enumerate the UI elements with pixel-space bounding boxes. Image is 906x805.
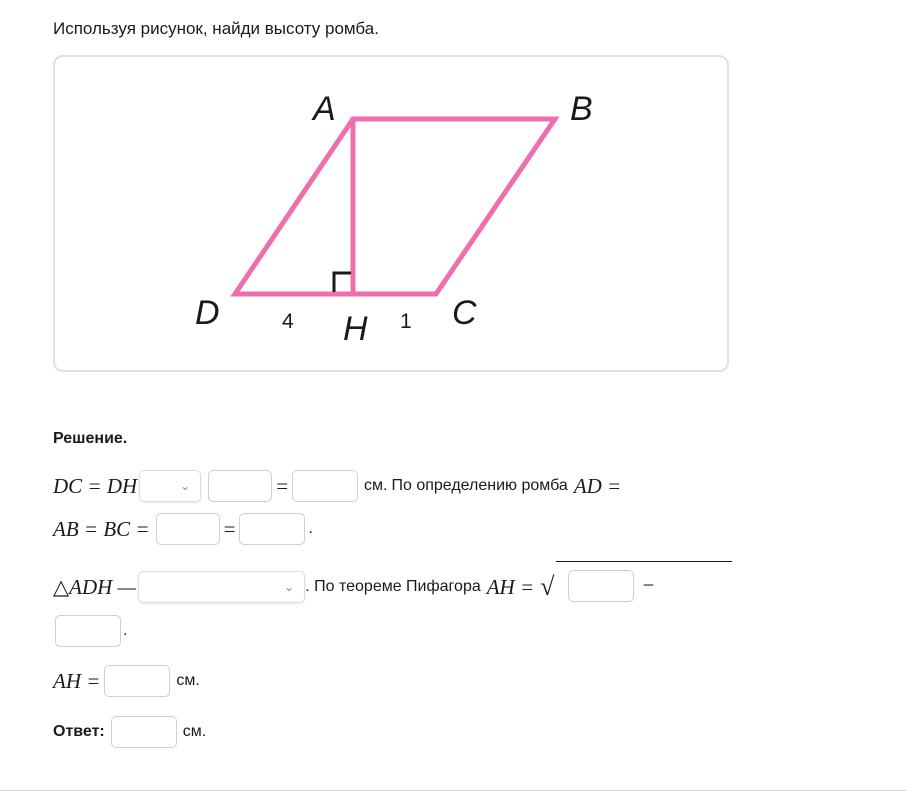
ad-eq: AD = <box>573 473 622 498</box>
dc-value-input[interactable] <box>292 470 358 502</box>
ah-result-eq: AH = <box>53 668 101 693</box>
period: . <box>308 520 313 537</box>
chevron-down-icon: ⌄ <box>180 479 191 493</box>
rhombus-shape <box>235 119 555 294</box>
unit-cm: см. <box>364 477 388 494</box>
task-prompt: Используя рисунок, найди высоту ромба. <box>53 19 379 38</box>
answer-label: Ответ: <box>53 723 105 740</box>
dc-eq-dh: DC = DH <box>53 473 138 498</box>
vertex-label-a: A <box>313 90 336 128</box>
triangle-adh: △ADH — <box>53 574 137 599</box>
right-angle-mark <box>334 273 351 292</box>
triangle-type-select[interactable] <box>138 571 305 603</box>
equals-sign: = <box>223 516 236 541</box>
ah-eq: AH = <box>486 574 535 599</box>
sqrt-sign: √ <box>540 572 555 601</box>
solution-line-5 <box>53 665 200 697</box>
radicand-first-input[interactable] <box>568 570 634 602</box>
vertex-label-d: D <box>195 294 220 332</box>
sqrt-radicand <box>556 561 732 602</box>
dc-term-input[interactable] <box>208 470 272 502</box>
side-value-input[interactable] <box>239 513 305 545</box>
solution-heading: Решение. <box>53 430 128 447</box>
vertex-label-h: H <box>343 310 368 348</box>
ah-value-input[interactable] <box>104 665 170 697</box>
pythagoras-text: . По теореме Пифагора <box>305 578 481 595</box>
rhombus-definition-text: По определению ромба <box>391 477 568 494</box>
segment-hc-length: 1 <box>400 310 412 333</box>
operator-select[interactable] <box>139 470 201 502</box>
solution-line-3 <box>53 571 732 603</box>
unit-cm: см. <box>182 723 207 740</box>
rhombus-drawing <box>55 57 731 374</box>
vertex-label-c: C <box>452 294 477 332</box>
chevron-down-icon: ⌄ <box>284 580 295 594</box>
equals-sign: = <box>276 473 289 498</box>
vertex-label-b: B <box>570 90 593 128</box>
minus-sign: − <box>642 573 655 597</box>
side-expression-input[interactable] <box>156 513 220 545</box>
answer-line <box>53 716 206 748</box>
period: . <box>123 622 128 639</box>
ab-eq-bc: AB = BC = <box>53 516 150 541</box>
bottom-divider <box>0 790 906 791</box>
solution-line-1 <box>53 470 621 502</box>
segment-dh-length: 4 <box>282 310 294 333</box>
answer-input[interactable] <box>111 716 177 748</box>
unit-cm: см. <box>176 672 200 689</box>
radicand-second-input[interactable] <box>55 615 121 647</box>
rhombus-figure <box>53 55 729 372</box>
solution-line-2 <box>53 513 313 545</box>
solution-line-4 <box>53 615 127 647</box>
